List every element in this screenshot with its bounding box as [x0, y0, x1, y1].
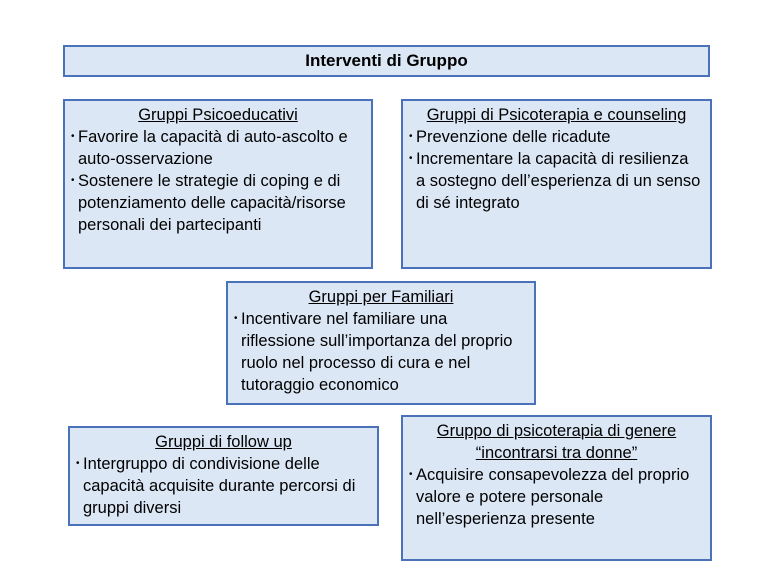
box-item-text: Incrementare la capacità di resilienza a sostegno dell’esperienza di un senso di sé integrato — [416, 150, 701, 212]
box-item — [236, 308, 526, 396]
box-item-text: Intergruppo di condivisione delle capacità acquisite durante percorsi di gruppi diversi — [83, 455, 356, 517]
box-item — [411, 148, 702, 214]
box-gruppi-follow-up — [68, 426, 379, 526]
box-item — [73, 126, 363, 170]
bullet-icon: • — [234, 313, 238, 324]
box-item — [411, 464, 702, 530]
box-item — [411, 126, 702, 148]
box-item-text: Favorire la capacità di auto-ascolto e auto-osservazione — [78, 128, 348, 168]
bullet-icon: • — [409, 153, 413, 164]
bullet-icon: • — [409, 469, 413, 480]
box-gruppo-genere — [401, 415, 712, 561]
box-heading: Gruppi Psicoeducativi — [138, 106, 298, 124]
box-item — [73, 170, 363, 236]
box-heading: Gruppi di follow up — [155, 433, 292, 451]
box-gruppi-familiari — [226, 281, 536, 405]
box-item — [78, 453, 369, 519]
bullet-icon: • — [71, 175, 75, 186]
box-heading: Gruppi di Psicoterapia e counseling — [426, 106, 687, 124]
box-gruppi-psicoeducativi — [63, 99, 373, 269]
box-heading: Gruppi per Familiari — [308, 288, 454, 306]
box-item-text: Prevenzione delle ricadute — [416, 128, 611, 146]
bullet-icon: • — [409, 131, 413, 142]
box-item-text: Incentivare nel familiare una riflessione sull’importanza del proprio ruolo nel processo di cura e nel tutoraggio economico — [241, 310, 513, 394]
diagram-title-box — [63, 45, 710, 77]
box-gruppi-psicoterapia — [401, 99, 712, 269]
box-item-text: Acquisire consapevolezza del proprio valore e potere personale nell’esperienza presente — [416, 466, 690, 528]
diagram-title: Interventi di Gruppo — [305, 51, 468, 70]
bullet-icon: • — [76, 458, 80, 469]
box-item-text: Sostenere le strategie di coping e di potenziamento delle capacità/risorse personali dei partecipanti — [78, 172, 346, 234]
bullet-icon: • — [71, 131, 75, 142]
box-heading: Gruppo di psicoterapia di genere “incontrarsi tra donne” — [436, 422, 677, 462]
